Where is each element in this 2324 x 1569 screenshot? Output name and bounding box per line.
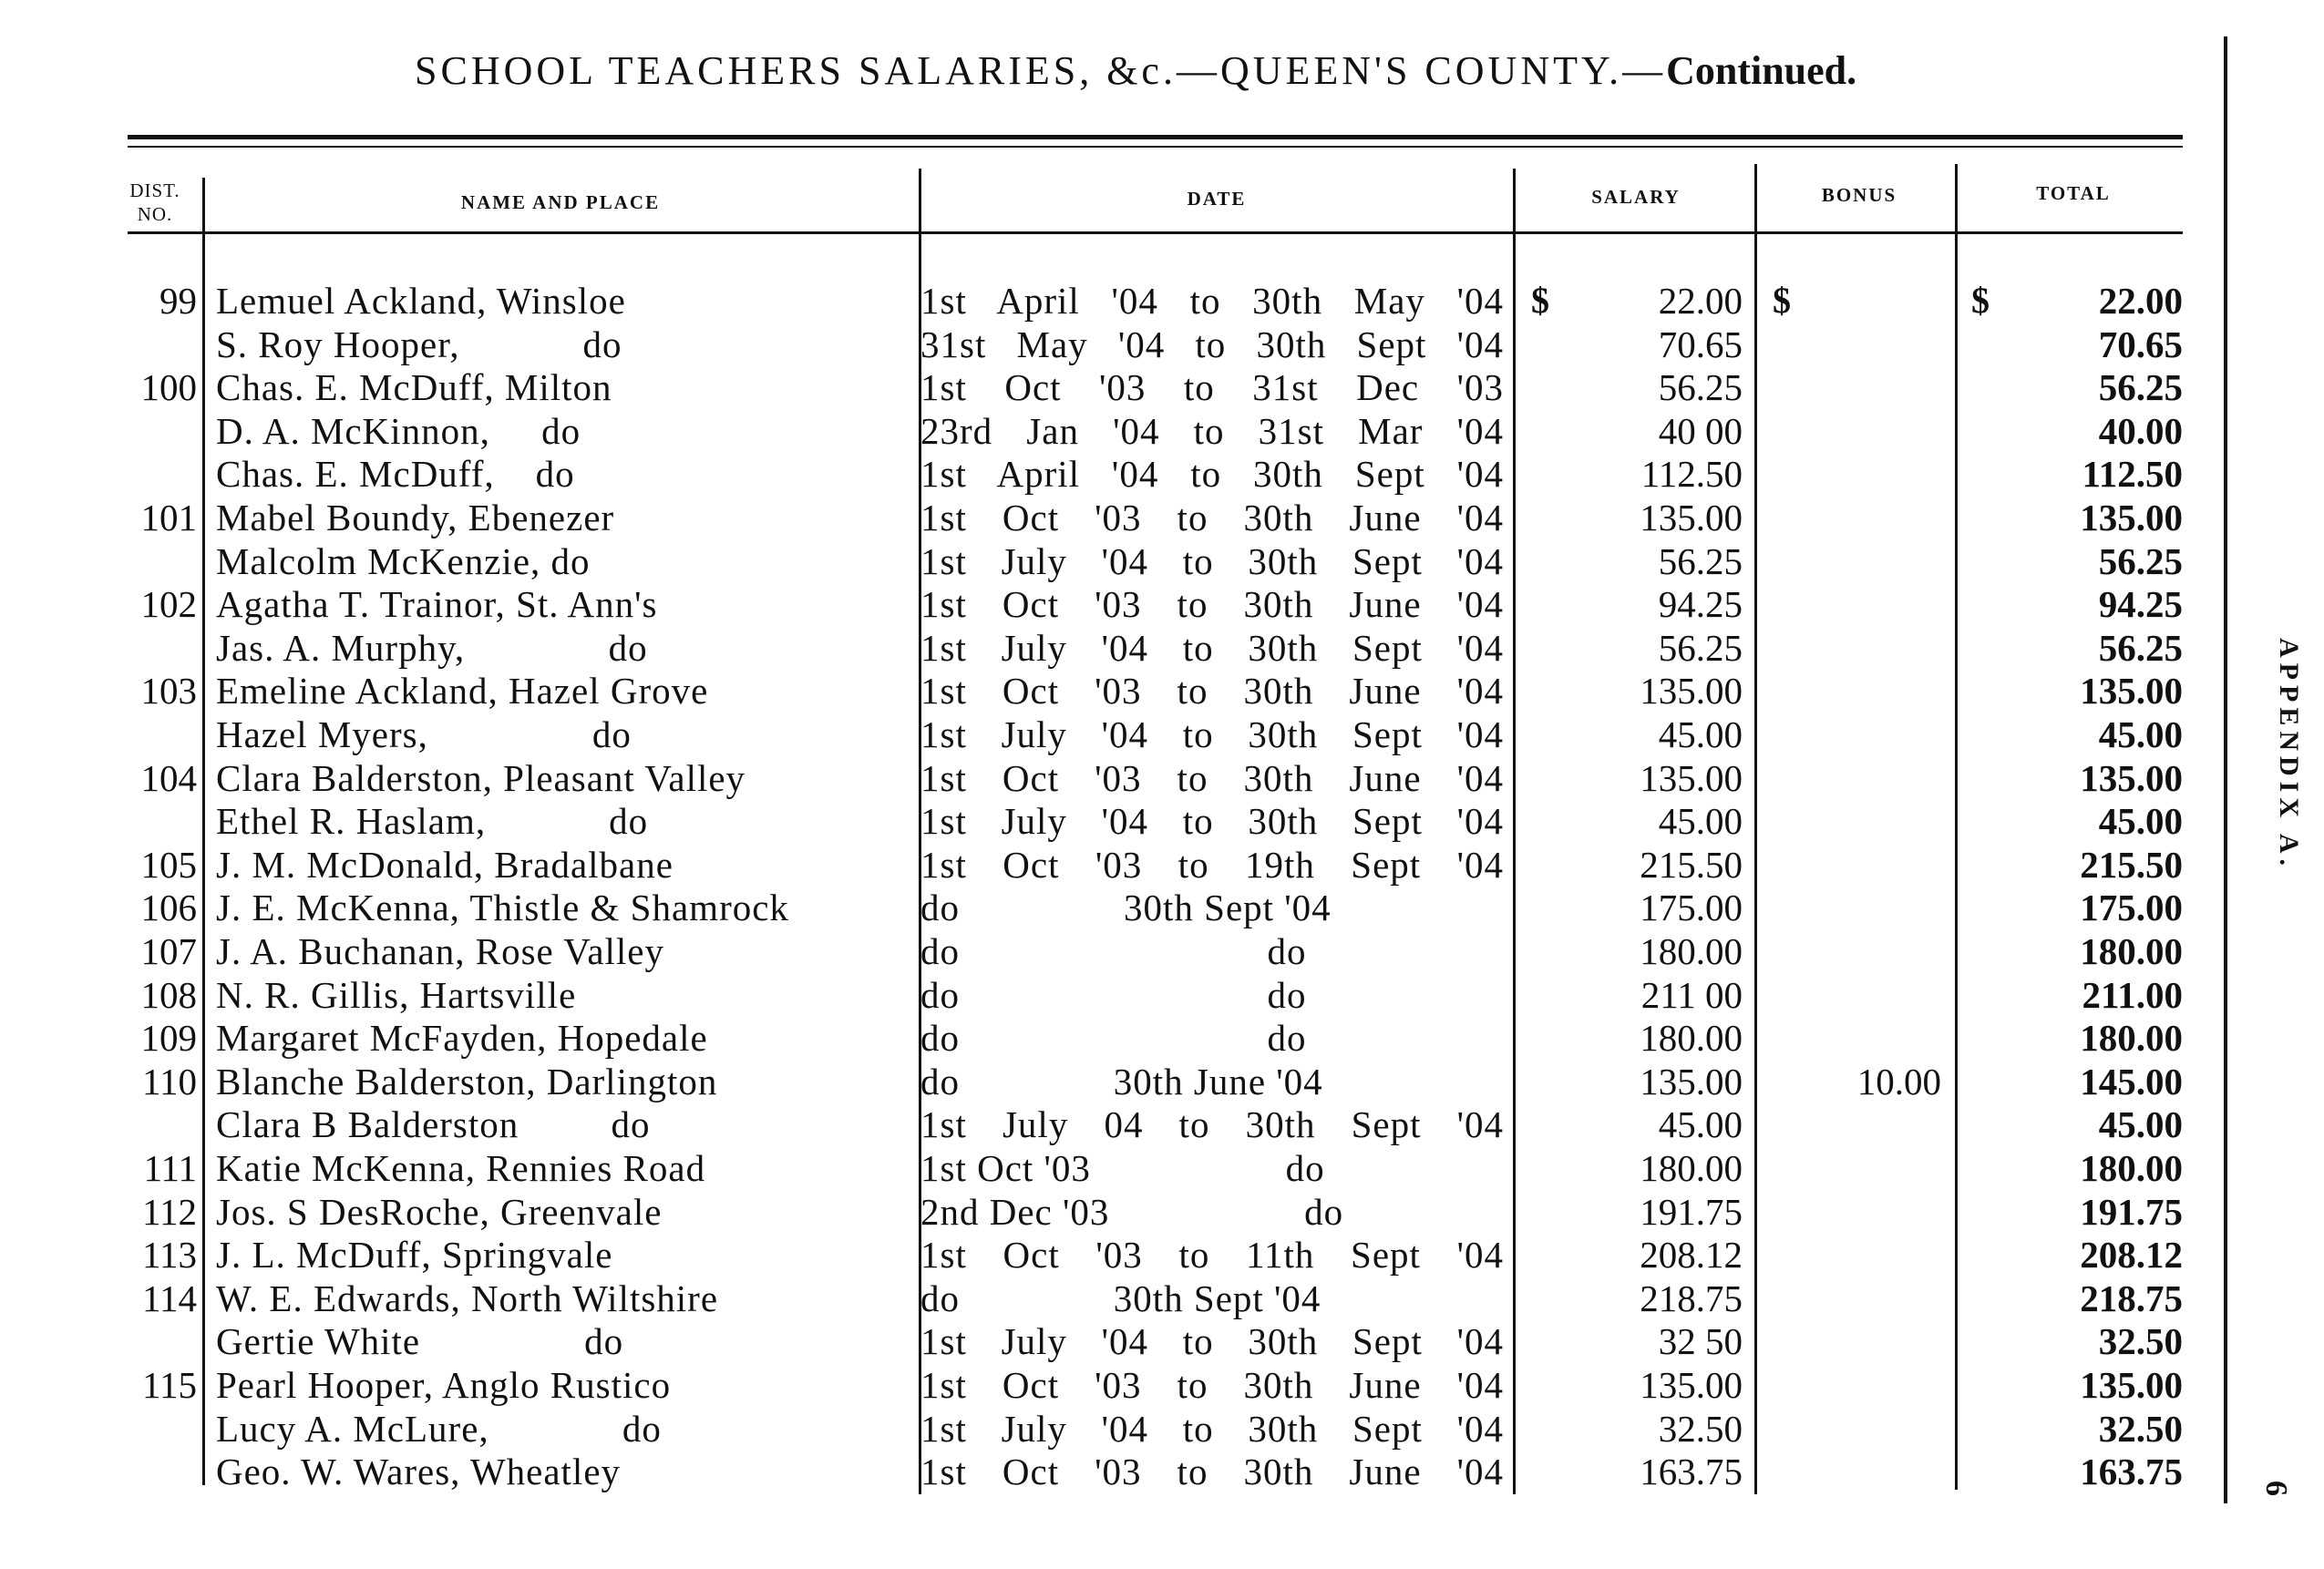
dist-no-cell: 106 [140, 887, 197, 929]
table-row [0, 365, 2324, 409]
dist-no-cell: 108 [140, 973, 197, 1016]
table-row [0, 1060, 2324, 1103]
name-place-cell: Lemuel Ackland, Winsloe [216, 280, 626, 322]
date-cell: 1st July '04 to 30th Sept '04 [920, 626, 1504, 669]
name-place-cell: Geo. W. Wares, Wheatley [216, 1451, 622, 1493]
name-place-cell: Mabel Boundy, Ebenezer [216, 497, 615, 538]
name-place-cell: Hazel Myers, do [216, 713, 632, 755]
total-cell: 32.50 [2098, 1320, 2183, 1363]
total-cell: 56.25 [2098, 626, 2183, 669]
date-cell: do do [920, 973, 1307, 1016]
table-row [0, 496, 2324, 539]
dist-no-cell: 105 [140, 843, 197, 886]
total-cell: 45.00 [2098, 713, 2183, 755]
header-salary: SALARY [1591, 186, 1681, 208]
total-dollar-sign: $ [1971, 280, 1990, 321]
title-continued: Continued. [1666, 48, 1857, 93]
name-place-cell: N. R. Gillis, Hartsville [216, 973, 577, 1016]
table-row [0, 582, 2324, 626]
dist-no-cell: 113 [142, 1234, 197, 1277]
dist-no-cell: 101 [140, 497, 197, 538]
date-cell: do 30th June '04 [920, 1060, 1323, 1102]
title-main: SCHOOL TEACHERS SALARIES, &c.—QUEEN'S COUNTY.— [415, 48, 1667, 93]
date-cell: 23rd Jan '04 to 31st Mar '04 [920, 409, 1504, 452]
name-place-cell: J. M. McDonald, Bradalbane [216, 843, 674, 886]
table-row [0, 539, 2324, 583]
date-cell: 1st Oct '03 to 30th June '04 [920, 1364, 1504, 1406]
date-cell: do do [920, 930, 1307, 972]
bonus-cell: 10.00 [1856, 1060, 1941, 1102]
table-row [0, 1102, 2324, 1146]
name-place-cell: W. E. Edwards, North Wiltshire [216, 1277, 719, 1319]
table-row [0, 1450, 2324, 1493]
total-cell: 56.25 [2098, 366, 2183, 409]
dist-no-cell: 115 [142, 1364, 197, 1406]
table-row [0, 799, 2324, 843]
name-place-cell: J. E. McKenna, Thistle & Shamrock [216, 887, 789, 929]
total-cell: 22.00 [2098, 280, 2183, 322]
salary-cell: 32 50 [1658, 1320, 1743, 1363]
salary-cell: 135.00 [1640, 756, 1743, 799]
table-row [0, 1277, 2324, 1320]
salary-cell: 22.00 [1658, 280, 1743, 322]
table-row [0, 1146, 2324, 1190]
table-row [0, 843, 2324, 887]
dist-no-cell: 103 [140, 670, 197, 713]
salary-cell: 40 00 [1658, 409, 1743, 452]
salary-cell: 191.75 [1640, 1190, 1743, 1233]
salary-cell: 180.00 [1640, 930, 1743, 972]
dist-no-cell: 114 [142, 1277, 197, 1319]
salary-cell: 135.00 [1640, 497, 1743, 538]
page-number: 6 [2259, 1481, 2293, 1496]
date-cell: 1st Oct '03 to 30th June '04 [920, 670, 1504, 713]
name-place-cell: Ethel R. Haslam, do [216, 800, 649, 843]
name-place-cell: Katie McKenna, Rennies Road [216, 1147, 706, 1189]
total-cell: 70.65 [2098, 323, 2183, 365]
table-row [0, 669, 2324, 713]
name-place-cell: Pearl Hooper, Anglo Rustico [216, 1364, 672, 1406]
date-cell: do 30th Sept '04 [920, 1277, 1321, 1319]
salary-cell: 180.00 [1640, 1147, 1743, 1189]
header-rule-top [128, 135, 2183, 139]
date-cell: 1st July '04 to 30th Sept '04 [920, 800, 1504, 843]
table-row [0, 756, 2324, 800]
table-row [0, 1319, 2324, 1363]
name-place-cell: Emeline Ackland, Hazel Grove [216, 670, 709, 713]
total-cell: 94.25 [2098, 583, 2183, 626]
dist-no-cell: 110 [142, 1060, 197, 1102]
header-dist-line1: DIST. [129, 179, 180, 201]
column-header-rule [128, 231, 2183, 234]
date-cell: 1st July '04 to 30th Sept '04 [920, 713, 1504, 755]
table-row [0, 279, 2324, 323]
total-cell: 45.00 [2098, 1103, 2183, 1146]
name-place-cell: Chas. E. McDuff, Milton [216, 366, 612, 409]
table-row [0, 1190, 2324, 1234]
date-cell: 1st July 04 to 30th Sept '04 [920, 1103, 1504, 1146]
table-row [0, 323, 2324, 366]
date-cell: 1st April '04 to 30th May '04 [920, 280, 1504, 322]
table-row [0, 973, 2324, 1017]
date-cell: 1st July '04 to 30th Sept '04 [920, 1320, 1504, 1363]
total-cell: 135.00 [2080, 497, 2183, 538]
date-cell: do 30th Sept '04 [920, 887, 1332, 929]
total-cell: 45.00 [2098, 800, 2183, 843]
name-place-cell: Chas. E. McDuff, do [216, 453, 575, 496]
date-cell: 31st May '04 to 30th Sept '04 [920, 323, 1504, 365]
date-cell: 1st Oct '03 to 30th June '04 [920, 1451, 1504, 1493]
salary-cell: 211 00 [1640, 973, 1743, 1016]
dist-no-cell: 102 [140, 583, 197, 626]
name-place-cell: Gertie White do [216, 1320, 624, 1363]
date-cell: 1st Oct '03 to 11th Sept '04 [920, 1234, 1504, 1277]
salary-cell: 208.12 [1640, 1234, 1743, 1277]
dist-no-cell: 109 [140, 1017, 197, 1060]
header-dist-no [109, 179, 201, 226]
total-cell: 32.50 [2098, 1407, 2183, 1450]
table-row [0, 1233, 2324, 1277]
total-cell: 135.00 [2080, 1364, 2183, 1406]
page-title [415, 47, 1909, 94]
salary-cell: 56.25 [1658, 366, 1743, 409]
table-row [0, 886, 2324, 929]
total-cell: 135.00 [2080, 670, 2183, 713]
salary-cell: 112.50 [1640, 453, 1743, 496]
date-cell: 1st April '04 to 30th Sept '04 [920, 453, 1504, 496]
name-place-cell: Blanche Balderston, Darlington [216, 1060, 718, 1102]
table-row [0, 929, 2324, 973]
date-cell: do do [920, 1017, 1307, 1060]
name-place-cell: Clara Balderston, Pleasant Valley [216, 756, 746, 799]
date-cell: 1st Oct '03 to 30th June '04 [920, 756, 1504, 799]
salary-cell: 32.50 [1658, 1407, 1743, 1450]
salary-cell: 45.00 [1658, 713, 1743, 755]
date-cell: 1st July '04 to 30th Sept '04 [920, 1407, 1504, 1450]
salary-cell: 45.00 [1658, 800, 1743, 843]
total-cell: 180.00 [2080, 1017, 2183, 1060]
dist-no-cell: 100 [140, 366, 197, 409]
dist-no-cell: 112 [142, 1190, 197, 1233]
table-row [0, 1363, 2324, 1407]
dist-no-cell: 99 [159, 280, 197, 322]
name-place-cell: Malcolm McKenzie, do [216, 539, 591, 582]
salary-cell: 135.00 [1640, 1060, 1743, 1102]
header-bonus: BONUS [1821, 184, 1897, 206]
salary-cell: 56.25 [1658, 539, 1743, 582]
salary-cell: 56.25 [1658, 626, 1743, 669]
name-place-cell: J. L. McDuff, Springvale [216, 1234, 613, 1277]
name-place-cell: Margaret McFayden, Hopedale [216, 1017, 708, 1060]
total-cell: 145.00 [2080, 1060, 2183, 1102]
dist-no-cell: 107 [140, 930, 197, 972]
date-cell: 1st Oct '03 to 31st Dec '03 [920, 366, 1504, 409]
total-cell: 112.50 [2082, 453, 2183, 496]
date-cell: 1st Oct '03 to 19th Sept '04 [920, 843, 1504, 886]
total-cell: 218.75 [2080, 1277, 2183, 1319]
table-row [0, 1407, 2324, 1451]
date-cell: 1st Oct '03 to 30th June '04 [920, 583, 1504, 626]
table-row [0, 452, 2324, 496]
name-place-cell: Jos. S DesRoche, Greenvale [216, 1190, 663, 1233]
name-place-cell: Jas. A. Murphy, do [216, 626, 648, 669]
salary-dollar-sign: $ [1531, 280, 1549, 321]
total-cell: 191.75 [2080, 1190, 2183, 1233]
salary-cell: 135.00 [1640, 670, 1743, 713]
name-place-cell: S. Roy Hooper, do [216, 323, 622, 365]
bonus-dollar-sign: $ [1773, 280, 1791, 321]
table-row [0, 1016, 2324, 1060]
appendix-side-label: APPENDIX A. [2274, 638, 2304, 872]
salary-cell: 218.75 [1640, 1277, 1743, 1319]
total-cell: 208.12 [2080, 1234, 2183, 1277]
salary-cell: 135.00 [1640, 1364, 1743, 1406]
dist-no-cell: 111 [143, 1147, 197, 1189]
header-total: TOTAL [2036, 182, 2111, 204]
salary-cell: 70.65 [1658, 323, 1743, 365]
date-cell: 2nd Dec '03 do [920, 1190, 1344, 1233]
table-row [0, 713, 2324, 756]
name-place-cell: Clara B Balderston do [216, 1103, 651, 1146]
dist-no-cell: 104 [140, 756, 197, 799]
total-cell: 211.00 [2082, 973, 2183, 1016]
total-cell: 180.00 [2080, 1147, 2183, 1189]
salary-cell: 180.00 [1640, 1017, 1743, 1060]
header-rule-second [128, 146, 2183, 148]
total-cell: 175.00 [2080, 887, 2183, 929]
name-place-cell: J. A. Buchanan, Rose Valley [216, 930, 664, 972]
table-row [0, 626, 2324, 670]
salary-cell: 215.50 [1640, 843, 1743, 886]
header-date: DATE [1187, 188, 1247, 210]
salary-cell: 163.75 [1640, 1451, 1743, 1493]
table-row [0, 409, 2324, 453]
total-cell: 135.00 [2080, 756, 2183, 799]
salary-cell: 94.25 [1658, 583, 1743, 626]
header-name-and-place: NAME AND PLACE [460, 191, 661, 213]
total-cell: 40.00 [2098, 409, 2183, 452]
date-cell: 1st Oct '03 to 30th June '04 [920, 497, 1504, 538]
salary-cell: 175.00 [1640, 887, 1743, 929]
header-dist-line2: NO. [137, 203, 173, 225]
name-place-cell: D. A. McKinnon, do [216, 409, 581, 452]
total-cell: 163.75 [2080, 1451, 2183, 1493]
salary-cell: 45.00 [1658, 1103, 1743, 1146]
total-cell: 215.50 [2080, 843, 2183, 886]
total-cell: 56.25 [2098, 539, 2183, 582]
name-place-cell: Lucy A. McLure, do [216, 1407, 662, 1450]
date-cell: 1st July '04 to 30th Sept '04 [920, 539, 1504, 582]
total-cell: 180.00 [2080, 930, 2183, 972]
name-place-cell: Agatha T. Trainor, St. Ann's [216, 583, 658, 626]
date-cell: 1st Oct '03 do [920, 1147, 1325, 1189]
